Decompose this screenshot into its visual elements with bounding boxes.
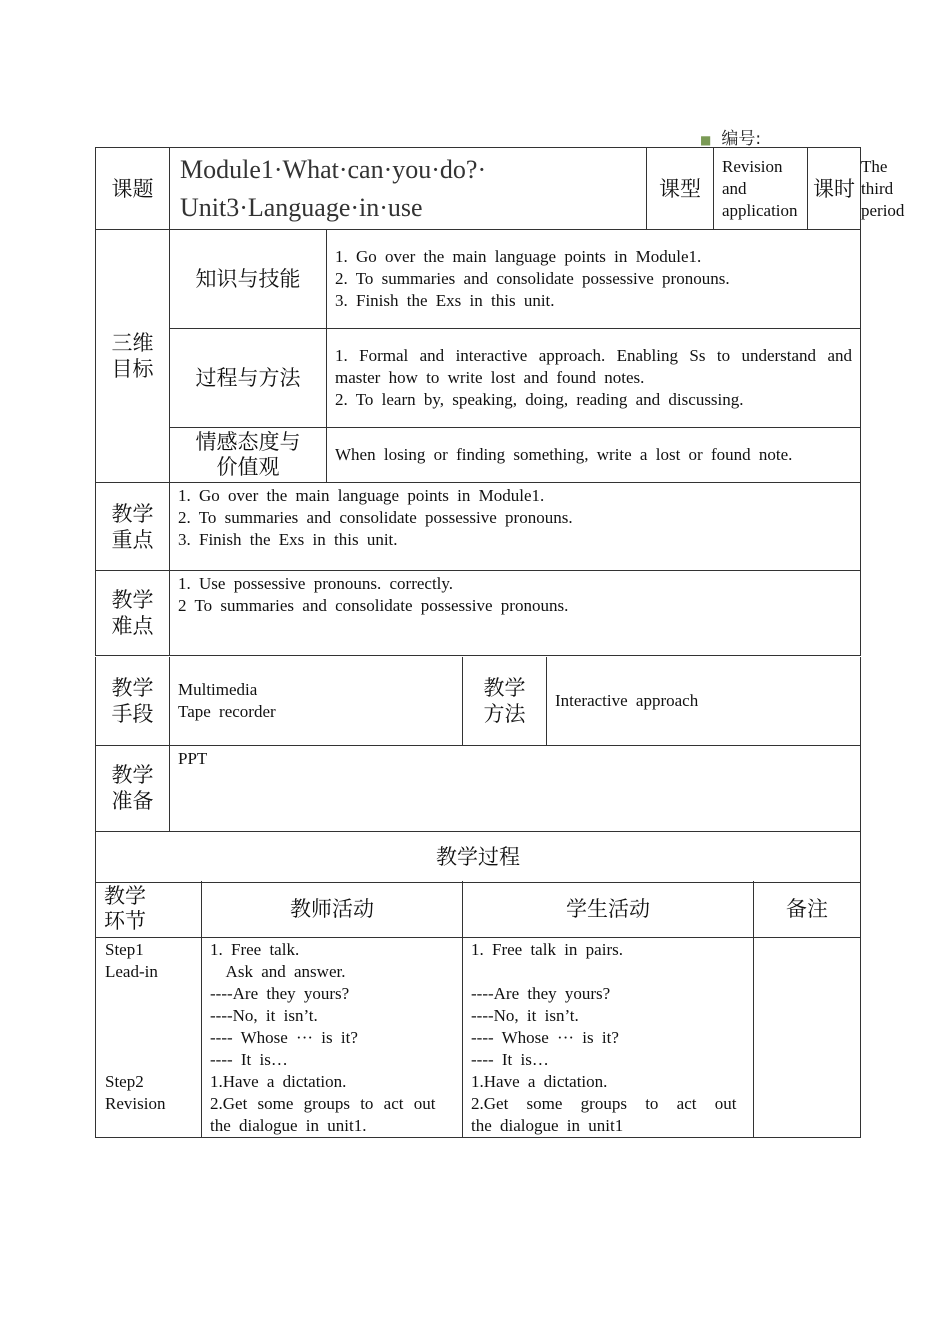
teacher-line: ----No, it isn’t. (210, 1005, 318, 1025)
preparation-value: PPT (170, 745, 861, 831)
student-column (463, 937, 754, 1137)
teacher-line: ---- It is… (210, 1049, 288, 1069)
emotion-label-line: 情感态度与 (195, 430, 301, 454)
key-point-item: 1. Go over the main language points in Module1. (178, 486, 545, 505)
teacher-line: Ask and answer. (210, 961, 346, 981)
stage-line: Revision (105, 1093, 166, 1113)
teacher-line: 1. Free talk. (210, 939, 300, 959)
process-label: 过程与方法 (170, 329, 327, 428)
means-content (170, 657, 463, 745)
knowledge-content (327, 230, 861, 329)
key-point-item: 3. Finish the Exs in this unit. (178, 530, 398, 549)
teacher-line: 1.Have a dictation. (210, 1071, 347, 1091)
topic-line-2: Unit3·Language·in·use (180, 192, 423, 222)
process-title: 教学过程 (96, 831, 861, 882)
type-value-line: and (722, 178, 747, 198)
process-table (95, 881, 861, 1138)
topic-value (170, 148, 647, 230)
teacher-column (202, 937, 463, 1137)
knowledge-item: 2. To summaries and consolidate possessive pronouns. (335, 269, 730, 288)
process-content (327, 329, 861, 428)
method-value: Interactive approach (547, 657, 861, 745)
notes-column (754, 937, 861, 1137)
method-label-line: 教学 (483, 675, 526, 700)
means-label-line: 教学 (111, 675, 154, 700)
emotion-label (170, 428, 327, 483)
method-label-line: 方法 (483, 701, 526, 726)
type-label: 课型 (647, 148, 714, 230)
teacher-line: 2.Get some groups to act out (210, 1093, 436, 1113)
emotion-label-line: 价值观 (216, 455, 280, 479)
period-label: 课时 (808, 148, 861, 230)
knowledge-item: 3. Finish the Exs in this unit. (335, 291, 555, 310)
stage-header-line: 教学 (104, 883, 146, 908)
student-line: ---- It is… (471, 1049, 549, 1069)
type-value-line: Revision (722, 156, 783, 176)
difficult-point-item: 2 To summaries and consolidate possessive pronouns. (178, 596, 569, 615)
teacher-header: 教师活动 (202, 881, 463, 937)
topic-row: 课题 Module1·What·can·you·do?· Unit3·Language·in·use 课型 Revision and application 课时 The third period (96, 148, 861, 230)
knowledge-item: 1. Go over the main language points in Module1. (335, 247, 702, 266)
stage-line: Step1 (105, 939, 144, 959)
student-line: the dialogue in unit1 (471, 1115, 624, 1135)
difficult-points-content (170, 571, 861, 656)
difficult-points-row (96, 571, 861, 656)
stage-header-line: 环节 (104, 908, 146, 933)
student-line: 2.Get some groups to act out (471, 1093, 737, 1113)
objectives-label (96, 230, 170, 483)
stage-line: Step2 (105, 1071, 144, 1091)
preparation-label-line: 教学 (111, 763, 154, 787)
means-item: Multimedia (178, 679, 258, 699)
means-table (95, 657, 861, 883)
key-points-label-line: 重点 (111, 527, 154, 552)
serial-number (700, 124, 761, 149)
topic-line-1: Module1·What·can·you·do?· (180, 154, 487, 184)
method-label (463, 657, 547, 745)
process-item: 1. Formal and interactive approach. Enabling Ss to understand and master how to write lost and found notes. (335, 346, 852, 387)
emotion-content: When losing or finding something, write a lost or found note. (327, 428, 861, 483)
student-line (471, 961, 745, 983)
objectives-label-line: 三维 (111, 331, 154, 355)
stage-line (105, 983, 201, 1071)
preparation-label (96, 745, 170, 831)
student-line: ----Are they yours? (471, 983, 611, 1003)
student-header: 学生活动 (463, 881, 754, 937)
bullet-dot-icon: ■ (700, 133, 712, 147)
means-row (96, 657, 861, 745)
notes-header: 备注 (754, 881, 861, 937)
stage-line: Lead-in (105, 961, 158, 981)
preparation-row (96, 745, 861, 831)
key-point-item: 2. To summaries and consolidate possessive pronouns. (178, 508, 573, 527)
preparation-label-line: 准备 (111, 789, 154, 813)
stage-column (96, 937, 202, 1137)
student-line: ---- Whose ··· is it? (471, 1027, 619, 1047)
difficult-point-item: 1. Use possessive pronouns. correctly. (178, 574, 454, 593)
process-item: 2. To learn by, speaking, doing, reading and discussing. (335, 390, 744, 409)
means-item: Tape recorder (178, 701, 276, 721)
type-value-line: application (722, 200, 798, 220)
serial-label: 编号: (721, 129, 762, 149)
process-body-row (96, 937, 861, 1137)
objectives-label-line: 目标 (111, 357, 154, 381)
key-points-label (96, 483, 170, 571)
process-header-row (96, 881, 861, 937)
means-label (96, 657, 170, 745)
lesson-plan-table (95, 147, 905, 656)
difficult-points-label (96, 571, 170, 656)
student-line: ----No, it isn’t. (471, 1005, 579, 1025)
means-label-line: 手段 (111, 701, 154, 726)
objective-knowledge-row (96, 230, 861, 329)
teacher-line: the dialogue in unit1. (210, 1115, 367, 1135)
stage-header (96, 881, 202, 937)
difficult-points-label-line: 难点 (111, 614, 154, 638)
teacher-line: ---- Whose ··· is it? (210, 1027, 358, 1047)
type-value (714, 148, 808, 230)
teacher-line: ----Are they yours? (210, 983, 350, 1003)
objective-process-row (96, 329, 861, 428)
key-points-row (96, 483, 861, 571)
student-line: 1.Have a dictation. (471, 1071, 608, 1091)
objective-emotion-row (96, 428, 861, 483)
key-points-content (170, 483, 861, 571)
difficult-points-label-line: 教学 (111, 588, 154, 612)
key-points-label-line: 教学 (111, 501, 154, 526)
process-title-row (96, 831, 861, 882)
topic-label: 课题 (96, 148, 170, 230)
student-line: 1. Free talk in pairs. (471, 939, 623, 959)
knowledge-label: 知识与技能 (170, 230, 327, 329)
